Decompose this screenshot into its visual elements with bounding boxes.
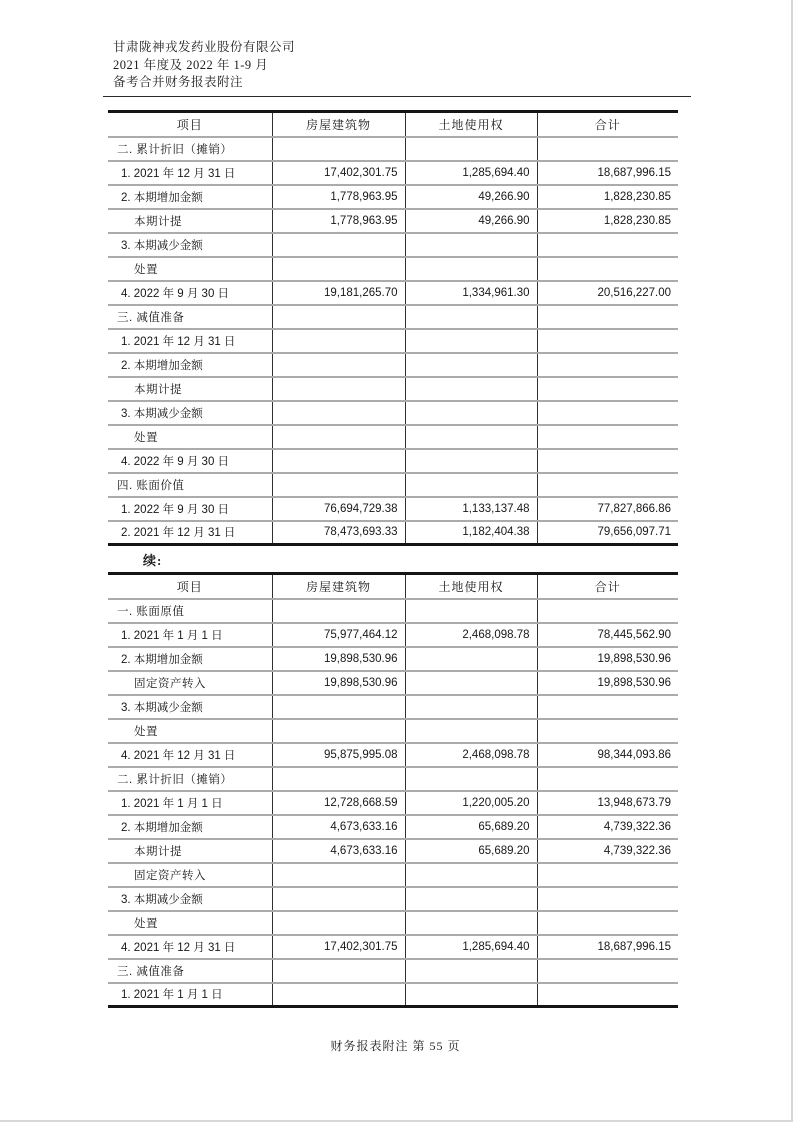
table-row (108, 305, 678, 329)
value-cell (405, 377, 537, 401)
value-cell (272, 329, 405, 353)
value-cell (405, 719, 537, 743)
value-cell: 1,778,963.95 (272, 209, 405, 233)
value-cell (272, 863, 405, 887)
value-cell: 65,689.20 (405, 839, 537, 863)
row-label-cell: 1. 2021 年 1 月 1 日 (108, 791, 272, 815)
row-label-cell: 3. 本期减少金额 (108, 401, 272, 425)
row-label-cell: 1. 2021 年 12 月 31 日 (108, 161, 272, 185)
value-cell (537, 329, 678, 353)
value-cell (272, 473, 405, 497)
value-cell (537, 401, 678, 425)
table-row (108, 233, 678, 257)
value-cell (537, 353, 678, 377)
value-cell: 1,334,961.30 (405, 281, 537, 305)
value-cell (405, 353, 537, 377)
column-header-3: 合计 (537, 112, 678, 137)
value-cell (537, 377, 678, 401)
column-header-2: 土地使用权 (405, 112, 537, 137)
value-cell (405, 449, 537, 473)
value-cell (405, 887, 537, 911)
value-cell (405, 599, 537, 623)
table-row (108, 743, 678, 767)
row-label-cell: 本期计提 (108, 209, 272, 233)
value-cell (537, 767, 678, 791)
table-header-row (108, 574, 678, 599)
value-cell: 1,285,694.40 (405, 935, 537, 959)
value-cell (537, 887, 678, 911)
table-row (108, 935, 678, 959)
value-cell (405, 863, 537, 887)
row-label-cell: 4. 2022 年 9 月 30 日 (108, 449, 272, 473)
value-cell (272, 353, 405, 377)
value-cell: 19,898,530.96 (272, 671, 405, 695)
company-name: 甘肃陇神戎发药业股份有限公司 (113, 40, 296, 54)
column-header-0: 项目 (108, 112, 272, 137)
row-label-cell: 2. 本期增加金额 (108, 815, 272, 839)
row-label-cell: 三. 减值准备 (108, 959, 272, 983)
column-header-2: 土地使用权 (405, 574, 537, 599)
value-cell: 77,827,866.86 (537, 497, 678, 521)
value-cell (537, 257, 678, 281)
table-row (108, 425, 678, 449)
value-cell (272, 377, 405, 401)
value-cell: 17,402,301.75 (272, 935, 405, 959)
table-row (108, 863, 678, 887)
value-cell: 1,133,137.48 (405, 497, 537, 521)
value-cell (405, 137, 537, 161)
table-row (108, 647, 678, 671)
value-cell (537, 473, 678, 497)
value-cell: 75,977,464.12 (272, 623, 405, 647)
value-cell (537, 695, 678, 719)
value-cell: 18,687,996.15 (537, 935, 678, 959)
value-cell: 49,266.90 (405, 209, 537, 233)
value-cell: 76,694,729.38 (272, 497, 405, 521)
value-cell (537, 959, 678, 983)
value-cell (272, 719, 405, 743)
value-cell (272, 983, 405, 1007)
value-cell (537, 983, 678, 1007)
table-header-row (108, 112, 678, 137)
row-label-cell: 固定资产转入 (108, 863, 272, 887)
row-label-cell: 4. 2021 年 12 月 31 日 (108, 935, 272, 959)
value-cell: 1,220,005.20 (405, 791, 537, 815)
row-label-cell: 1. 2021 年 1 月 1 日 (108, 623, 272, 647)
table-row (108, 959, 678, 983)
value-cell (272, 257, 405, 281)
value-cell: 49,266.90 (405, 185, 537, 209)
column-header-1: 房屋建筑物 (272, 574, 405, 599)
row-label-cell: 1. 2021 年 1 月 1 日 (108, 983, 272, 1007)
value-cell (405, 983, 537, 1007)
value-cell (405, 329, 537, 353)
value-cell (405, 401, 537, 425)
value-cell: 13,948,673.79 (537, 791, 678, 815)
row-label-cell: 3. 本期减少金额 (108, 887, 272, 911)
table-row (108, 791, 678, 815)
value-cell (272, 599, 405, 623)
table-row (108, 257, 678, 281)
original-value-depreciation-table (108, 572, 678, 1008)
page-footer: 财务报表附注 第 55 页 (330, 1039, 461, 1053)
value-cell (537, 233, 678, 257)
value-cell (272, 305, 405, 329)
report-period: 2021 年度及 2022 年 1-9 月 (113, 57, 269, 72)
table-row (108, 719, 678, 743)
row-label-cell: 四. 账面价值 (108, 473, 272, 497)
column-header-3: 合计 (537, 574, 678, 599)
row-label-cell: 2. 本期增加金额 (108, 185, 272, 209)
value-cell (405, 647, 537, 671)
value-cell (537, 719, 678, 743)
value-cell: 4,673,633.16 (272, 839, 405, 863)
value-cell (272, 401, 405, 425)
row-label-cell: 固定资产转入 (108, 671, 272, 695)
table-row (108, 377, 678, 401)
value-cell: 19,898,530.96 (537, 647, 678, 671)
value-cell: 2,468,098.78 (405, 623, 537, 647)
value-cell (272, 233, 405, 257)
value-cell (537, 425, 678, 449)
row-label-cell: 处置 (108, 257, 272, 281)
table-row (108, 449, 678, 473)
row-label-cell: 二. 累计折旧（摊销） (108, 767, 272, 791)
table-row (108, 815, 678, 839)
document-header (113, 39, 295, 92)
row-label-cell: 3. 本期减少金额 (108, 233, 272, 257)
report-title: 备考合并财务报表附注 (113, 75, 244, 90)
table-row (108, 401, 678, 425)
table-row (108, 839, 678, 863)
row-label-cell: 本期计提 (108, 839, 272, 863)
table-row (108, 887, 678, 911)
value-cell (405, 473, 537, 497)
value-cell (537, 911, 678, 935)
value-cell (405, 233, 537, 257)
column-header-1: 房屋建筑物 (272, 112, 405, 137)
row-label-cell: 1. 2022 年 9 月 30 日 (108, 497, 272, 521)
value-cell: 78,445,562.90 (537, 623, 678, 647)
table-row (108, 671, 678, 695)
value-cell: 4,739,322.36 (537, 839, 678, 863)
value-cell (405, 305, 537, 329)
row-label-cell: 2. 本期增加金额 (108, 647, 272, 671)
value-cell (272, 425, 405, 449)
row-label-cell: 1. 2021 年 12 月 31 日 (108, 329, 272, 353)
value-cell (405, 671, 537, 695)
value-cell: 2,468,098.78 (405, 743, 537, 767)
table-row (108, 911, 678, 935)
row-label-cell: 4. 2022 年 9 月 30 日 (108, 281, 272, 305)
header-divider (103, 96, 691, 97)
table-row (108, 281, 678, 305)
value-cell: 19,898,530.96 (272, 647, 405, 671)
value-cell: 20,516,227.00 (537, 281, 678, 305)
value-cell: 17,402,301.75 (272, 161, 405, 185)
row-label-cell: 2. 本期增加金额 (108, 353, 272, 377)
value-cell (272, 767, 405, 791)
row-label-cell: 三. 减值准备 (108, 305, 272, 329)
row-label-cell: 处置 (108, 911, 272, 935)
table-row (108, 473, 678, 497)
value-cell: 4,673,633.16 (272, 815, 405, 839)
value-cell: 78,473,693.33 (272, 521, 405, 545)
asset-table-first (108, 110, 678, 546)
value-cell: 65,689.20 (405, 815, 537, 839)
value-cell: 95,875,995.08 (272, 743, 405, 767)
value-cell: 1,285,694.40 (405, 161, 537, 185)
row-label-cell: 处置 (108, 425, 272, 449)
table-row (108, 983, 678, 1007)
value-cell: 18,687,996.15 (537, 161, 678, 185)
row-label-cell: 3. 本期减少金额 (108, 695, 272, 719)
table-row (108, 161, 678, 185)
value-cell: 4,739,322.36 (537, 815, 678, 839)
table-row (108, 137, 678, 161)
value-cell (272, 959, 405, 983)
table-row (108, 695, 678, 719)
table-row (108, 353, 678, 377)
column-header-0: 项目 (108, 574, 272, 599)
value-cell: 19,181,265.70 (272, 281, 405, 305)
value-cell: 1,182,404.38 (405, 521, 537, 545)
value-cell: 1,828,230.85 (537, 185, 678, 209)
row-label-cell: 4. 2021 年 12 月 31 日 (108, 743, 272, 767)
value-cell (272, 911, 405, 935)
value-cell (272, 695, 405, 719)
table-row (108, 767, 678, 791)
value-cell (272, 887, 405, 911)
value-cell: 1,828,230.85 (537, 209, 678, 233)
table-row (108, 209, 678, 233)
value-cell (272, 137, 405, 161)
table-row (108, 599, 678, 623)
value-cell (537, 599, 678, 623)
continued-label: 续: (143, 553, 163, 568)
value-cell (537, 449, 678, 473)
value-cell (405, 425, 537, 449)
row-label-cell: 本期计提 (108, 377, 272, 401)
row-label-cell: 2. 2021 年 12 月 31 日 (108, 521, 272, 545)
table-row (108, 185, 678, 209)
value-cell (405, 911, 537, 935)
table-row (108, 497, 678, 521)
row-label-cell: 二. 累计折旧（摊销） (108, 137, 272, 161)
value-cell (405, 695, 537, 719)
table-row (108, 623, 678, 647)
value-cell: 12,728,668.59 (272, 791, 405, 815)
row-label-cell: 一. 账面原值 (108, 599, 272, 623)
value-cell: 19,898,530.96 (537, 671, 678, 695)
value-cell (405, 767, 537, 791)
value-cell (537, 305, 678, 329)
value-cell: 98,344,093.86 (537, 743, 678, 767)
value-cell (537, 863, 678, 887)
depreciation-impairment-carrying-table (108, 110, 678, 546)
row-label-cell: 处置 (108, 719, 272, 743)
value-cell: 79,656,097.71 (597, 526, 671, 539)
asset-table-continued (108, 572, 678, 1008)
value-cell (405, 959, 537, 983)
table-row (108, 521, 678, 545)
table-row (108, 329, 678, 353)
value-cell (272, 449, 405, 473)
value-cell (537, 137, 678, 161)
value-cell: 1,778,963.95 (272, 185, 405, 209)
value-cell (405, 257, 537, 281)
